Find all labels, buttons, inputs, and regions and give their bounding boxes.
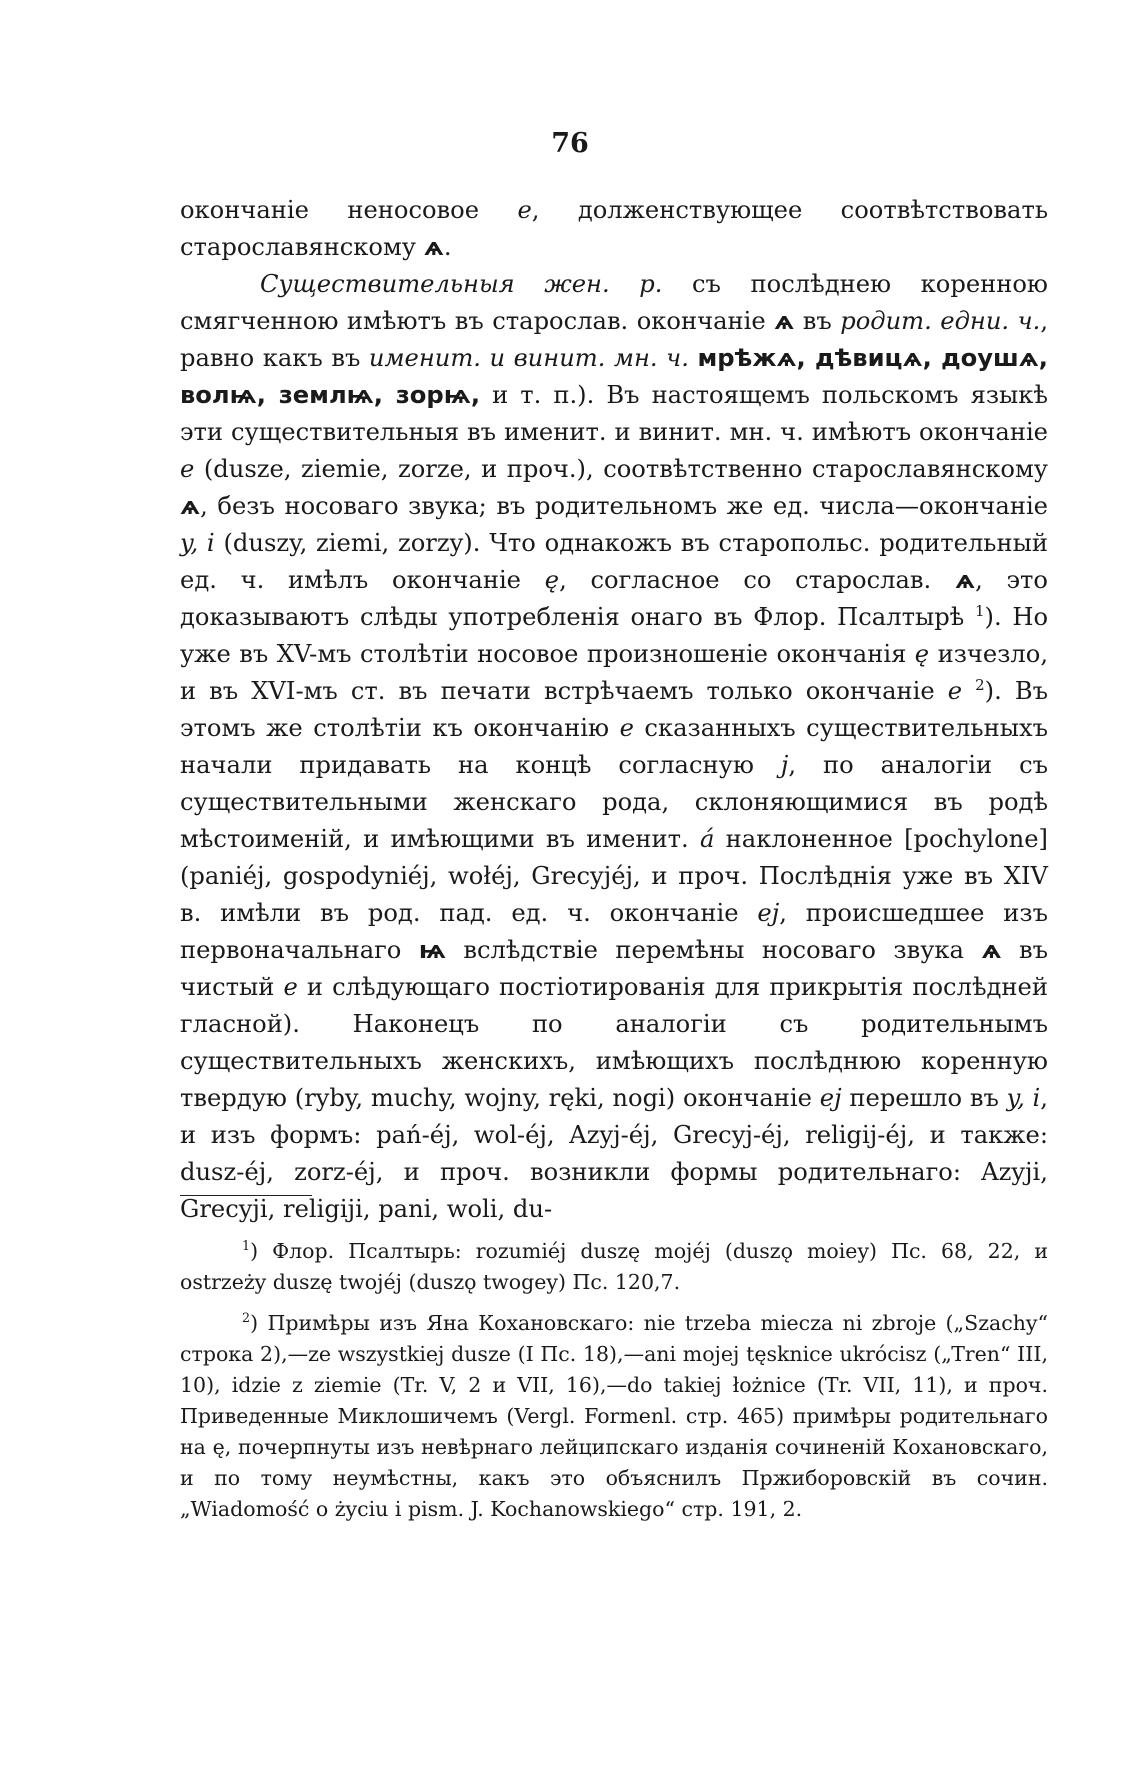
footnote-1 xyxy=(180,1236,1048,1298)
slavonic-run: ѧ xyxy=(180,492,201,520)
slavonic-run: ѧ xyxy=(423,233,444,261)
text-run: и т. п.). Въ настоящемъ польскомъ языкѣ эти существительныя въ именит. и винит. мн. ч. имѣютъ окончаніе xyxy=(180,381,1049,446)
text-run: съ послѣднею коренною смягченною имѣютъ въ старослав. окончаніе xyxy=(180,270,1048,335)
text-run: , происшедшее изъ первоначальнаго xyxy=(180,899,1048,964)
text-run: наклоненное [pochylone] (paniéj, gospodyniéj, wołéj, Grecyjéj, и проч. Послѣднія уже въ XIV в. имѣли въ род. пад. ед. ч. окончаніе xyxy=(180,825,1048,927)
page-number: 76 xyxy=(551,128,589,159)
italic-run: родит. едни. ч. xyxy=(840,307,1041,335)
text-run: , безъ носоваго звука; въ родительномъ же ед. числа—окончаніе xyxy=(200,492,1048,520)
italic-run: e xyxy=(517,196,532,224)
slavonic-run: ѧ xyxy=(981,936,1002,964)
italic-run: e xyxy=(180,455,195,483)
italic-run: á xyxy=(699,825,715,853)
slavonic-run: ѧ xyxy=(954,566,976,594)
text-run: ). Но уже въ XV-мъ столѣтіи носовое произношеніе окончанія xyxy=(180,603,1048,668)
italic-run: e xyxy=(947,677,963,705)
footnotes xyxy=(180,1236,1048,1530)
footnote-ref: 2 xyxy=(242,1310,251,1326)
text-run: ) Флор. Псалтырь: rozumiéj duszę mojéj (duszǫ moiey) Пс. 68, 22, и ostrzeży duszę twojéj (duszǫ twogey) Пс. 120,7. xyxy=(180,1239,1048,1294)
italic-run: y, i xyxy=(1006,1084,1041,1112)
text-run: (dusze, ziemie, zorze, и проч.), соотвѣтственно старославянскому xyxy=(194,455,1048,483)
footnote-2 xyxy=(180,1308,1048,1525)
text-run: вслѣдствіе перемѣны носоваго звука xyxy=(445,936,982,964)
paragraph-2 xyxy=(180,266,1048,1228)
text-run: ). Въ этомъ же столѣтіи къ окончанію xyxy=(180,677,1048,742)
text-run: окончаніе неносовое xyxy=(180,196,518,224)
text-run: изчезло, и въ XVI-мъ ст. въ печати встрѣчаемъ только окончаніе xyxy=(180,640,1049,705)
text-run: ) Примѣры изъ Яна Кохановскаго: nie trzeba miecza ni zbroje („Szachy“ строка 2),—ze wszystkiej dusze (I Пс. 18),—ani mojej tęsknice ukrócisz („Tren“ III, 10), idzie z ziemie (Tr. V, 2 и VII, 16),—do takiej łożnice (Tr. VII, 11), и проч. Приведенные Миклошичемъ (Vergl. Formenl. стр. 465) примѣры родительнаго на ę, почерпнуты изъ невѣрнаго лейципскаго изданія сочиненій Кохановскаго, и по тому неумѣстны, какъ это объяснилъ Пржиборовскій въ сочин. „Wiadomość o życiu i pism. J. Kochanowskiego“ стр. 191, 2. xyxy=(180,1311,1048,1521)
text-run: и слѣдующаго постіотированія для прикрытія послѣдней гласной). Наконецъ по аналогіи съ родительнымъ существительныхъ женскихъ, имѣющихъ послѣднюю коренную твердую (ryby, muchy, wojny, ręki, nogi) окончаніе xyxy=(180,973,1048,1112)
footnote-divider xyxy=(180,1195,312,1196)
main-text xyxy=(180,192,1048,1228)
text-run xyxy=(962,677,975,705)
text-run: сказанныхъ существительныхъ начали придавать на концѣ согласную xyxy=(180,714,1048,779)
italic-run: ej xyxy=(819,1084,842,1112)
italic-run: e xyxy=(619,714,634,742)
footnote-ref: 1 xyxy=(974,601,985,620)
italic-run: ę xyxy=(544,566,560,594)
italic-run: ę xyxy=(914,640,930,668)
slavonic-run: ѧ xyxy=(774,307,795,335)
italic-run: Существительныя жен. р. xyxy=(260,270,663,298)
italic-run: e xyxy=(283,973,298,1001)
slavonic-run: мрѣжѧ, дѣвицѧ, доушѧ, волѩ, землѩ, зорѩ, xyxy=(180,344,1048,409)
text-run: . xyxy=(443,233,452,261)
text-run: , долженствующее соотвѣтствовать старославянскому xyxy=(180,196,1048,261)
text-run: въ xyxy=(794,307,841,335)
text-run: , равно какъ въ xyxy=(180,307,1049,372)
text-run: (duszy, ziemi, zorzy). Что однакожъ въ старопольс. родительный ед. ч. имѣлъ окончаніе xyxy=(180,529,1048,594)
footnote-ref: 1 xyxy=(242,1238,251,1254)
italic-run: именит. и винит. мн. ч. xyxy=(368,344,689,372)
text-run: , и изъ формъ: pań-éj, wol-éj, Azyj-éj, Grecyj-éj, religij-éj, и также: dusz-éj, zorz-éj, и проч. возникли формы родительнаго: Azyji, Grecyji, religiji, pani, woli, du- xyxy=(180,1084,1048,1223)
text-run: , это доказываютъ слѣды употребленія онаго въ Флор. Псалтырѣ xyxy=(180,566,1048,631)
italic-run: j xyxy=(780,751,789,779)
italic-run: y, i xyxy=(180,529,215,557)
paragraph-1 xyxy=(180,192,1048,266)
italic-run: ej xyxy=(757,899,780,927)
text-run: въ чистый xyxy=(180,936,1048,1001)
footnote-ref: 2 xyxy=(975,675,985,694)
slavonic-run: ѩ xyxy=(418,936,446,964)
text-run: , согласное со старослав. xyxy=(559,566,955,594)
text-run: , по аналогіи съ существительными женскаго рода, склоняющимися въ родѣ мѣстоименій, и имѣющими въ именит. xyxy=(180,751,1049,853)
text-run: перешло въ xyxy=(841,1084,1007,1112)
